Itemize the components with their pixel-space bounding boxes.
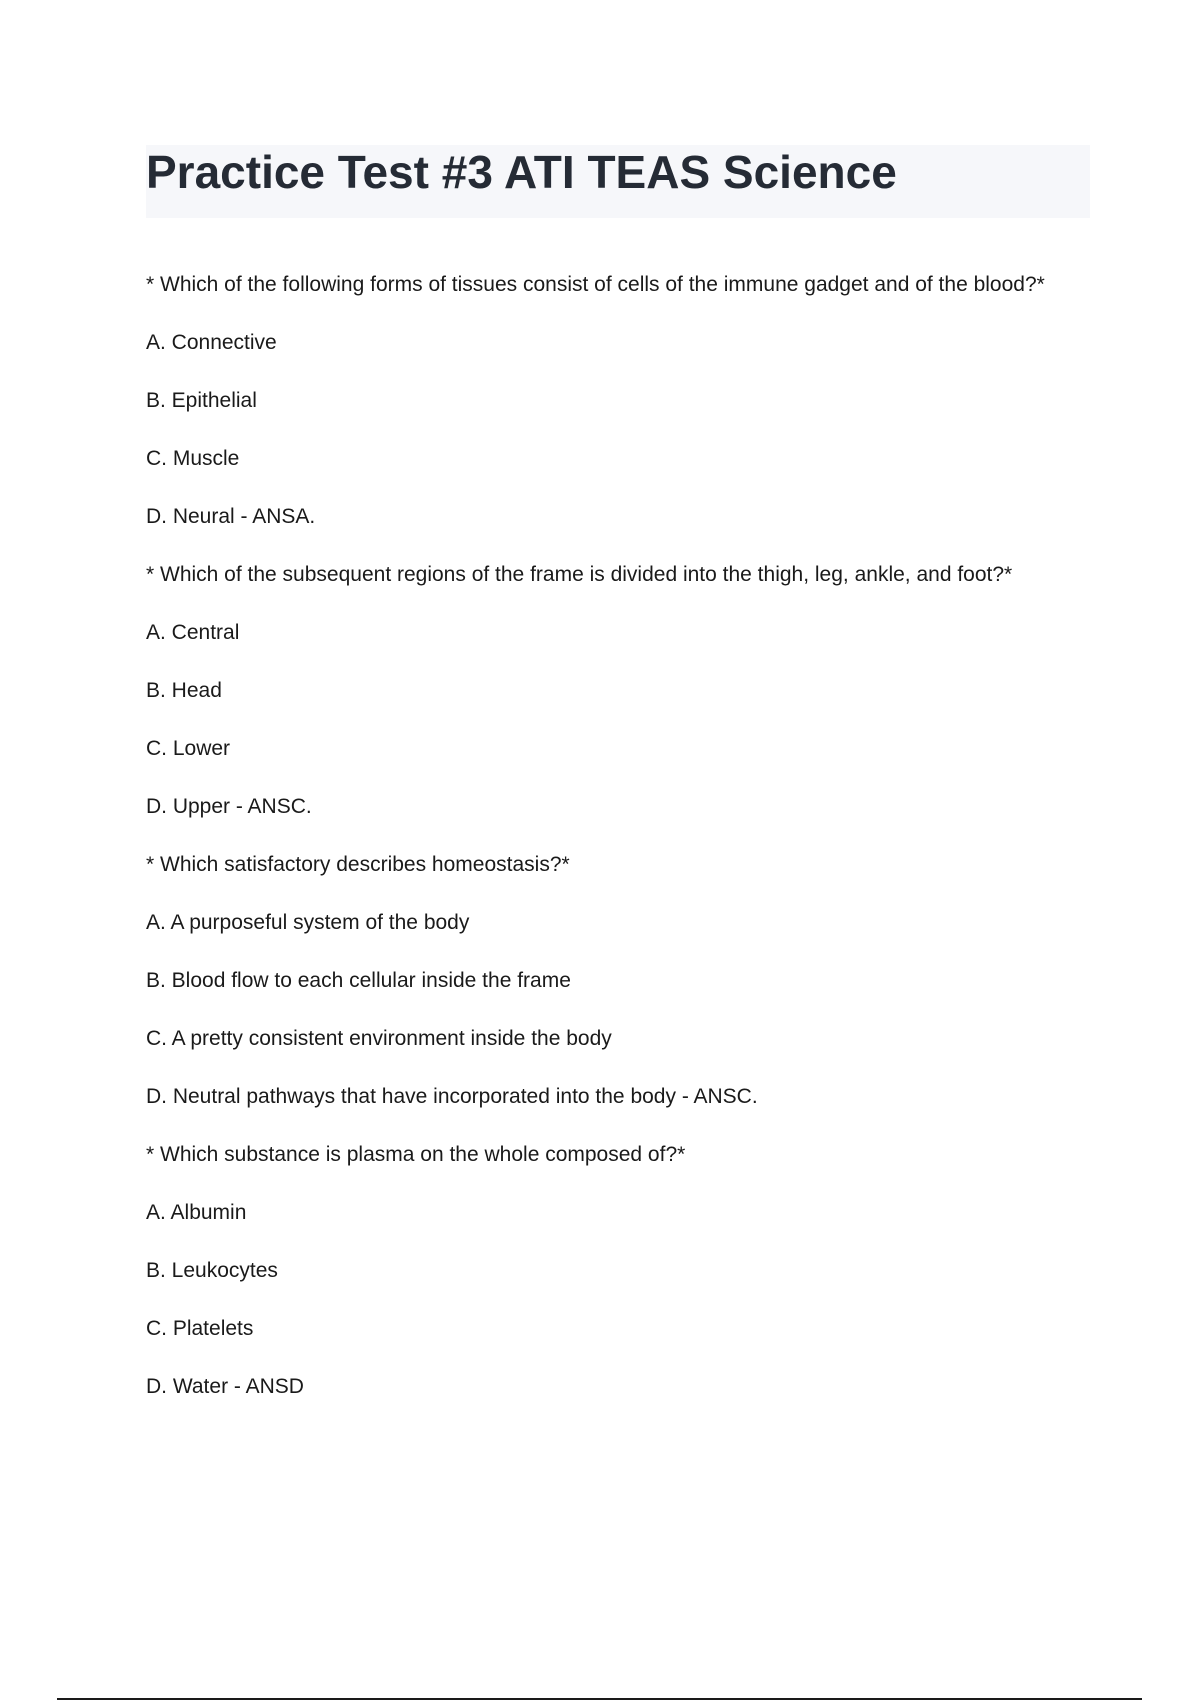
question-prompt: * Which of the following forms of tissues consist of cells of the immune gadget and of the blood?* (146, 273, 1045, 296)
page-title: Practice Test #3 ATI TEAS Science (146, 146, 897, 198)
answer-option: A. Central (146, 621, 240, 644)
answer-option: C. Muscle (146, 447, 240, 470)
answer-option: C. A pretty consistent environment inside the body (146, 1027, 612, 1050)
answer-option: B. Leukocytes (146, 1259, 278, 1282)
question-block-3 (146, 850, 1066, 1112)
question-prompt: * Which of the subsequent regions of the frame is divided into the thigh, leg, ankle, and foot?* (146, 563, 1013, 586)
answer-option: B. Epithelial (146, 389, 257, 412)
answer-option: C. Lower (146, 737, 231, 760)
answer-option: A. Connective (146, 331, 277, 354)
question-prompt: * Which satisfactory describes homeostasis?* (146, 853, 570, 876)
question-block-2 (146, 560, 1066, 822)
answer-option: D. Water - ANSD (146, 1375, 304, 1398)
answer-option: D. Neural - ANSA. (146, 505, 316, 528)
question-prompt: * Which substance is plasma on the whole composed of?* (146, 1143, 686, 1166)
answer-option: A. A purposeful system of the body (146, 911, 470, 934)
question-list (146, 270, 1066, 1402)
answer-option: D. Upper - ANSC. (146, 795, 312, 818)
question-block-4 (146, 1140, 1066, 1402)
answer-option: A. Albumin (146, 1201, 247, 1224)
answer-option: C. Platelets (146, 1317, 254, 1340)
title-banner (146, 145, 1090, 218)
question-block-1 (146, 270, 1066, 532)
answer-option: B. Head (146, 679, 222, 702)
answer-option: B. Blood flow to each cellular inside the frame (146, 969, 571, 992)
answer-option: D. Neutral pathways that have incorporated into the body - ANSC. (146, 1085, 758, 1108)
